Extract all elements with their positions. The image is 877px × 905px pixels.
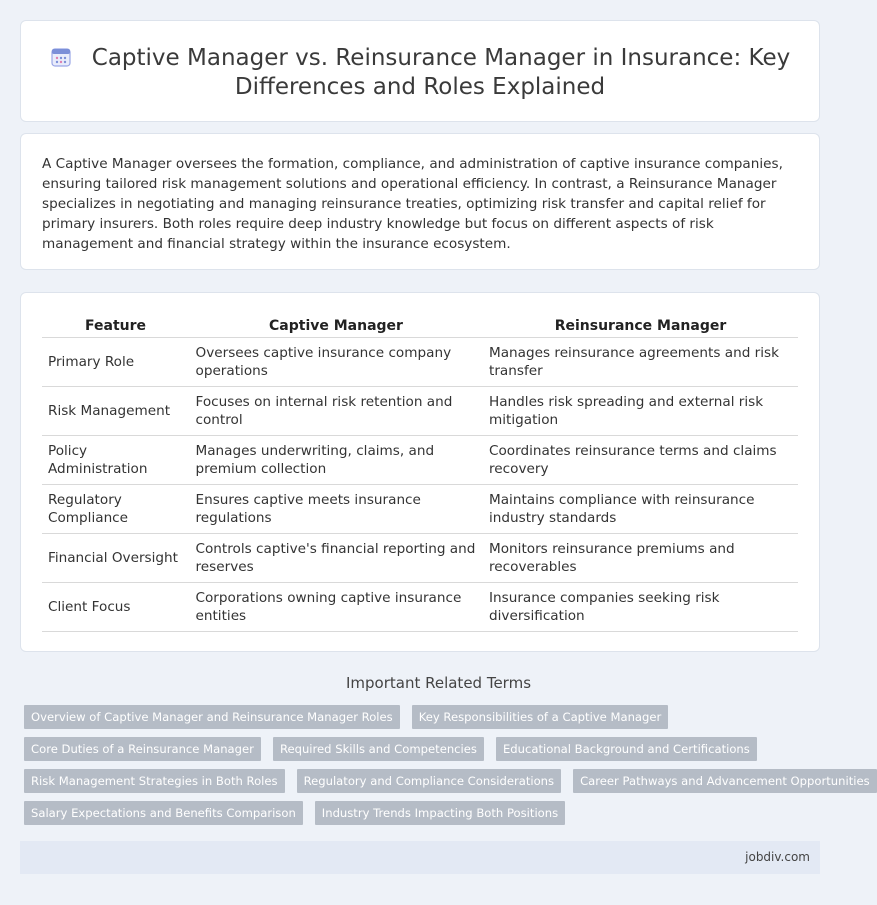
table-header-row [42,315,798,337]
captive-cell: Corporations owning captive insurance entities [189,582,483,631]
title-card [20,20,820,122]
tag-row [20,737,820,761]
reinsurance-cell: Coordinates reinsurance terms and claims recovery [483,435,798,484]
table-row [42,533,798,582]
reinsurance-cell: Manages reinsurance agreements and risk transfer [483,337,798,386]
page-title-text: Captive Manager vs. Reinsurance Manager in Insurance: Key Differences and Roles Explained [91,45,791,100]
reinsurance-cell: Insurance companies seeking risk diversification [483,582,798,631]
page-title [21,44,819,102]
captive-cell: Controls captive's financial reporting and reserves [189,533,483,582]
header-reinsurance-manager: Reinsurance Manager [483,315,798,337]
comparison-table [42,315,798,632]
related-term-tag[interactable]: Industry Trends Impacting Both Positions [315,801,565,825]
captive-cell: Oversees captive insurance company operations [189,337,483,386]
reinsurance-cell: Handles risk spreading and external risk mitigation [483,386,798,435]
related-term-tag[interactable]: Regulatory and Compliance Considerations [297,769,562,793]
table-row [42,484,798,533]
related-term-tag[interactable]: Career Pathways and Advancement Opportunities [573,769,877,793]
footer [20,841,820,874]
captive-cell: Manages underwriting, claims, and premium collection [189,435,483,484]
captive-cell: Ensures captive meets insurance regulations [189,484,483,533]
feature-cell: Regulatory Compliance [42,484,189,533]
related-term-tag[interactable]: Core Duties of a Reinsurance Manager [24,737,261,761]
feature-cell: Client Focus [42,582,189,631]
intro-paragraph: A Captive Manager oversees the formation, compliance, and administration of captive insurance companies, ensuring tailored risk management solutions and operational efficiency. In contrast, a Reinsurance Manager specializes in negotiating and managing reinsurance treaties, optimizing risk transfer and capital relief for primary insurers. Both roles require deep industry knowledge but focus on different aspects of risk management and financial strategy within the insurance ecosystem. [42,156,783,252]
comparison-card [20,292,820,652]
tag-row [20,801,820,825]
tag-row [20,769,870,793]
header-captive-manager: Captive Manager [189,315,483,337]
header-feature: Feature [42,315,189,337]
feature-cell: Policy Administration [42,435,189,484]
table-row [42,582,798,631]
related-term-tag[interactable]: Required Skills and Competencies [273,737,484,761]
feature-cell: Primary Role [42,337,189,386]
reinsurance-cell: Maintains compliance with reinsurance industry standards [483,484,798,533]
table-row [42,386,798,435]
related-term-tag[interactable]: Salary Expectations and Benefits Comparison [24,801,303,825]
related-term-tag[interactable]: Overview of Captive Manager and Reinsurance Manager Roles [24,705,400,729]
reinsurance-cell: Monitors reinsurance premiums and recoverables [483,533,798,582]
related-term-tag[interactable]: Risk Management Strategies in Both Roles [24,769,285,793]
intro-card [20,133,820,270]
related-terms-tags [20,705,870,833]
related-term-tag[interactable]: Educational Background and Certifications [496,737,757,761]
table-row [42,337,798,386]
feature-cell: Risk Management [42,386,189,435]
related-terms-heading: Important Related Terms [345,674,532,692]
tag-row [20,705,820,729]
footer-site-link[interactable]: jobdiv.com [745,850,810,864]
captive-cell: Focuses on internal risk retention and control [189,386,483,435]
related-term-tag[interactable]: Key Responsibilities of a Captive Manager [412,705,669,729]
feature-cell: Financial Oversight [42,533,189,582]
table-row [42,435,798,484]
calendar-icon [50,46,72,68]
